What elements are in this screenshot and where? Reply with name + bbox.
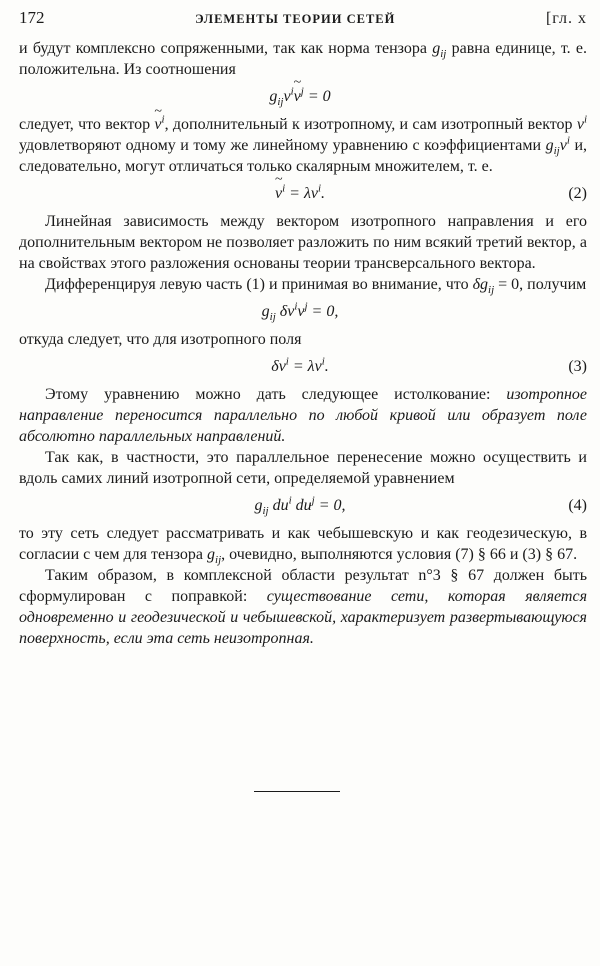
equation-2: ~ $v^i = \lambda v^i$. (2) <box>19 177 587 211</box>
equation-4: $g_{ij}$ $du^i$ $du^j = 0$, (4) <box>254 494 587 518</box>
chapter-label: [гл. x <box>545 10 587 27</box>
paragraph-5: откуда следует, что для изотропного поля <box>19 331 302 348</box>
page <box>19 8 587 649</box>
paragraph-4: Дифференцируя левую часть (1) и принимая во внимание, что $\delta g_{ij} = 0$, получим <box>45 276 587 297</box>
running-header <box>19 8 587 38</box>
equation-number-2: (2) <box>568 185 587 202</box>
paragraph-2: следует, что вектор ~ $v^i$, дополнительный к изотропному, и сам изотропный вектор $v^i$ удовлетворяют одному и тому же линейному уравнению с коэффициентами $g_{ij}v^i$ и, следовательно, могут отличаться только скалярным множителем, т. е. <box>19 114 587 177</box>
paragraph-1: и будут комплексно сопряженными, так как норма тензора $g_{ij}$ равна единице, т. е. положительна. Из соотношения <box>19 40 588 78</box>
equation-orthogonality: $g_{ij}v^i\sim$ $v^j = 0$ <box>19 80 587 114</box>
equation-differential: $g_{ij}$ $\delta v^iv^j = 0$, <box>261 300 339 324</box>
paragraph-9: Таким образом, в комплексной области результат n°3 § 67 должен быть сформулирован с поправкой: существование сети, которая является одновременно и геодезической и чебышевской, характеризует развертывающуюся поверхность, если эта сеть неизотропная. <box>19 567 588 647</box>
paragraph-3: Линейная зависимость между вектором изотропного направления и его дополнительным вектором не позволяет разложить по ним всякий третий вектор, а на свойствах этого разложения основаны теории трансверсального вектора. <box>19 213 587 272</box>
paragraph-6: Этому уравнению можно дать следующее истолкование: изотропное направление переносится параллельно по любой кривой или образует поле абсолютно параллельных направлений. <box>19 386 588 445</box>
equation-number-4: (4) <box>568 497 587 514</box>
end-rule <box>254 791 340 792</box>
paragraph-7: Так как, в частности, это параллельное перенесение можно осуществить и вдоль самих линий изотропной сети, определяемой уравнением <box>19 449 587 487</box>
equation-3: $\delta v^i = \lambda v^i$. (3) <box>271 355 587 375</box>
page-number: 172 <box>19 8 45 27</box>
equation-number-3: (3) <box>568 358 587 375</box>
paragraph-8: то эту сеть следует рассматривать и как чебышевскую и как геодезическую, в согласии с чем для тензора $g_{ij}$, очевидно, выполняются условия (7) § 66 и (3) § 67. <box>19 525 587 567</box>
running-title: ЭЛЕМЕНТЫ ТЕОРИИ СЕТЕЙ <box>195 12 396 26</box>
